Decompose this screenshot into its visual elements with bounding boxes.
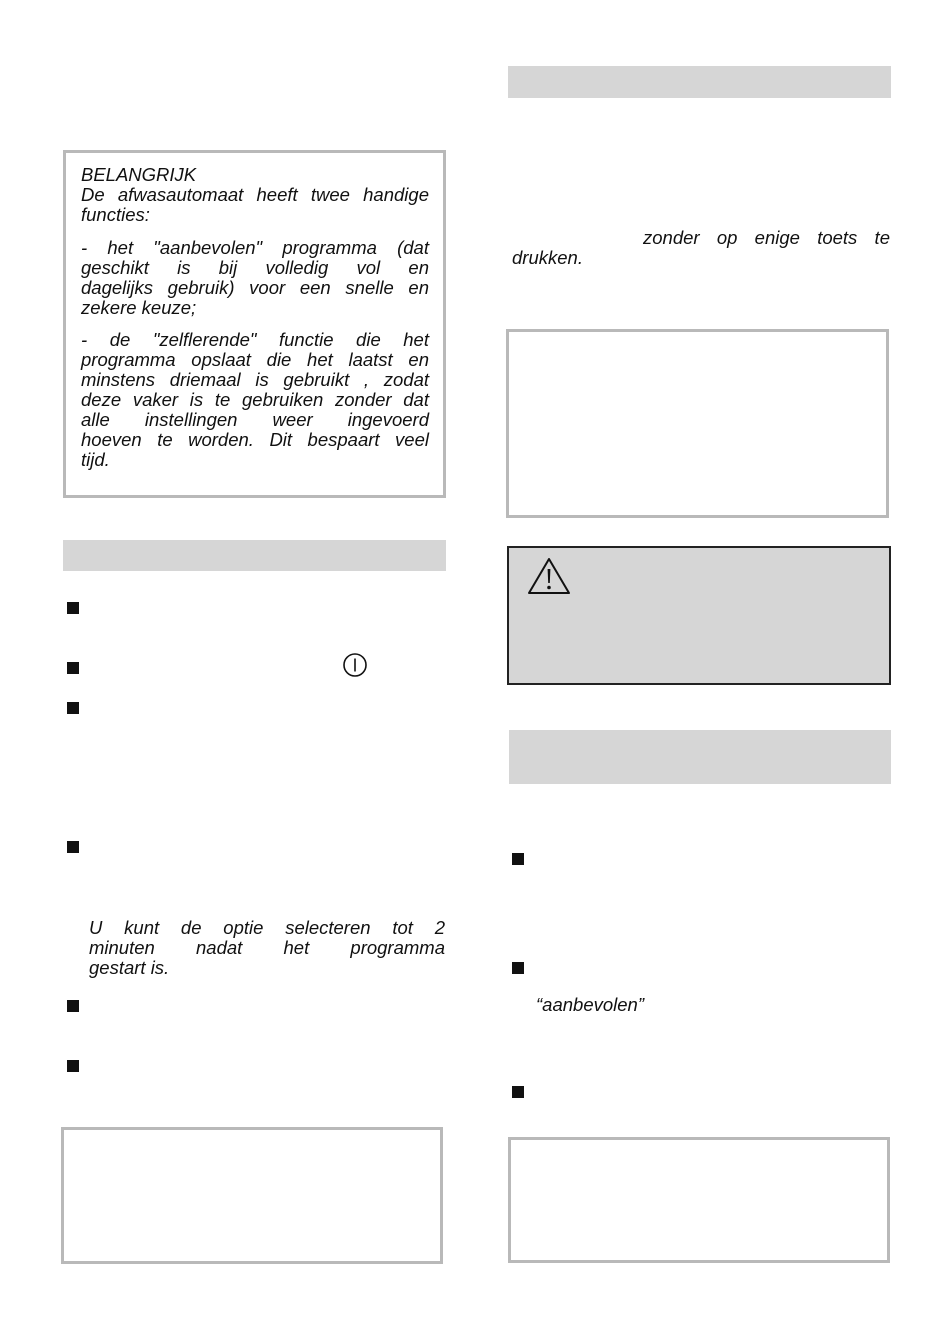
option-note-line: U kunt de optie selecteren tot 2 [89,917,445,938]
important-item2-line: alle instellingen weer ingevoerd [81,409,429,430]
option-note-line: minuten nadat het programma [89,937,445,958]
section-header-bar [509,730,891,784]
important-item1-line: dagelijks gebruik) voor een snelle en [81,277,429,298]
important-item1-line: geschikt is bij volledig vol en [81,257,429,278]
square-bullet [67,662,79,674]
important-title: BELANGRIJK [81,164,197,185]
important-item1-line: - het "aanbevolen" programma (dat [81,237,429,258]
section-header-bar [63,540,446,571]
square-bullet [67,1000,79,1012]
important-item2-line: programma opslaat die het laatst en [81,349,429,370]
important-box [63,150,446,498]
square-bullet [67,602,79,614]
recommended-label: “aanbevolen” [536,994,644,1015]
square-bullet [512,853,524,865]
important-item2-line: - de "zelflerende" functie die het [81,329,429,350]
option-note [89,918,445,978]
info-box [508,1137,890,1263]
important-item2-line: hoeven te worden. Dit bespaart veel [81,429,429,450]
important-item2-line: deze vaker is te gebruiken zonder dat [81,389,429,410]
important-item1-line: zekere keuze; [81,297,197,318]
important-item2-line: minstens driemaal is gebruikt , zodat [81,369,429,390]
square-bullet [67,841,79,853]
power-icon [342,652,368,678]
square-bullet [67,702,79,714]
no-key-text-line: drukken. [512,247,583,268]
important-item2-line: tijd. [81,449,110,470]
warning-triangle-icon [526,556,572,596]
info-box [506,329,889,518]
info-box [61,1127,443,1264]
important-intro-line: De afwasautomaat heeft twee handige [81,184,429,205]
important-intro-line: functies: [81,204,150,225]
no-key-text-line: zonder op enige toets te [643,227,890,248]
square-bullet [67,1060,79,1072]
option-note-line: gestart is. [89,957,170,978]
square-bullet [512,962,524,974]
section-header-bar [508,66,891,98]
square-bullet [512,1086,524,1098]
